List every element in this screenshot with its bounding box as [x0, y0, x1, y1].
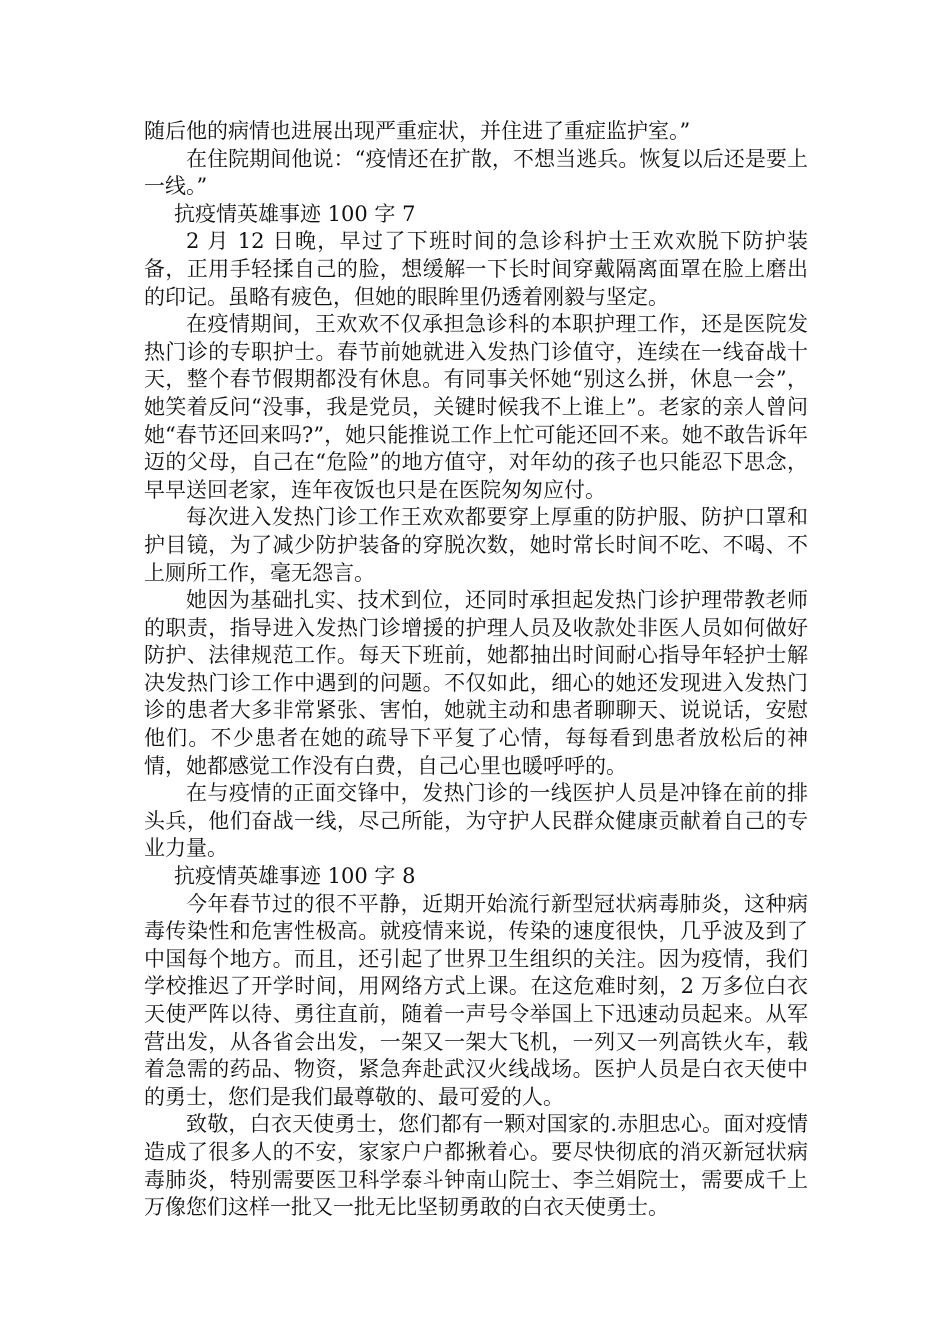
- paragraph: 在与疫情的正面交锋中，发热门诊的一线医护人员是冲锋在前的排头兵，他们奋战一线，尽己所能，为守护人民群众健康贡献着自己的专业力量。: [144, 781, 808, 861]
- paragraph: 她因为基础扎实、技术到位，还同时承担起发热门诊护理带教老师的职责，指导进入发热门诊增援的护理人员及收款处非医人员如何做好防护、法律规范工作。每天下班前，她都抽出时间耐心指导年轻护士解决发热门诊工作中遇到的问题。不仅如此，细心的她还发现进入发热门诊的患者大多非常紧张、害怕，她就主动和患者聊聊天、说说话，安慰他们。不少患者在她的疏导下平复了心情，每每看到患者放松后的神情，她都感觉工作没有白费，自己心里也暖呼呼的。: [144, 588, 808, 778]
- paragraph-continued: 随后他的病情也进展出现严重症状，并住进了重症监护室。”: [144, 119, 691, 143]
- section-heading: 抗疫情英雄事迹 100 字 8: [174, 864, 416, 889]
- paragraph: 在疫情期间，王欢欢不仅承担急诊科的本职护理工作，还是医院发热门诊的专职护士。春节前她就进入发热门诊值守，连续在一线奋战十天，整个春节假期都没有休息。有同事关怀她“别这么拼，休息一会”，她笑着反问“没事，我是党员，关键时候我不上谁上”。老家的亲人曾问她“春节还回来吗?”，她只能推说工作上忙可能还回不来。她不敢告诉年迈的父母，自己在“危险”的地方值守，对年幼的孩子也只能忍下思念，早早送回老家，连年夜饭也只是在医院匆匆应付。: [144, 312, 808, 502]
- section-heading: 抗疫情英雄事迹 100 字 7: [174, 201, 416, 226]
- paragraph: 在住院期间他说：“疫情还在扩散，不想当逃兵。恢复以后还是要上一线。”: [144, 146, 808, 199]
- document-body: [144, 118, 808, 1222]
- paragraph: 致敬，白衣天使勇士，您们都有一颗对国家的.赤胆忠心。面对疫情造成了很多人的不安，家家户户都揪着心。要尽快彻底的消灭新冠状病毒肺炎，特别需要医卫科学泰斗钟南山院士、李兰娟院士，需要成千上万像您们这样一批又一批无比坚韧勇敢的白衣天使勇士。: [144, 1112, 808, 1220]
- paragraph: 每次进入发热门诊工作王欢欢都要穿上厚重的防护服、防护口罩和护目镜，为了减少防护装备的穿脱次数，她时常长时间不吃、不喝、不上厕所工作，毫无怨言。: [144, 505, 808, 585]
- paragraph: 2 月 12 日晚，早过了下班时间的急诊科护士王欢欢脱下防护装备，正用手轻揉自己的脸，想缓解一下长时间穿戴隔离面罩在脸上磨出的印记。虽略有疲色，但她的眼眸里仍透着刚毅与坚定。: [144, 229, 808, 309]
- paragraph: 今年春节过的很不平静，近期开始流行新型冠状病毒肺炎，这种病毒传染性和危害性极高。就疫情来说，传染的速度很快，几乎波及到了中国每个地方。而且，还引起了世界卫生组织的关注。因为疫情，我们学校推迟了开学时间，用网络方式上课。在这危难时刻，2 万多位白衣天使严阵以待、勇往直前，随着一声号令举国上下迅速动员起来。从军营出发，从各省会出发，一架又一架大飞机，一列又一列高铁火车，载着急需的药品、物资，紧急奔赴武汉火线战场。医护人员是白衣天使中的勇士，您们是我们最尊敬的、最可爱的人。: [144, 891, 808, 1109]
